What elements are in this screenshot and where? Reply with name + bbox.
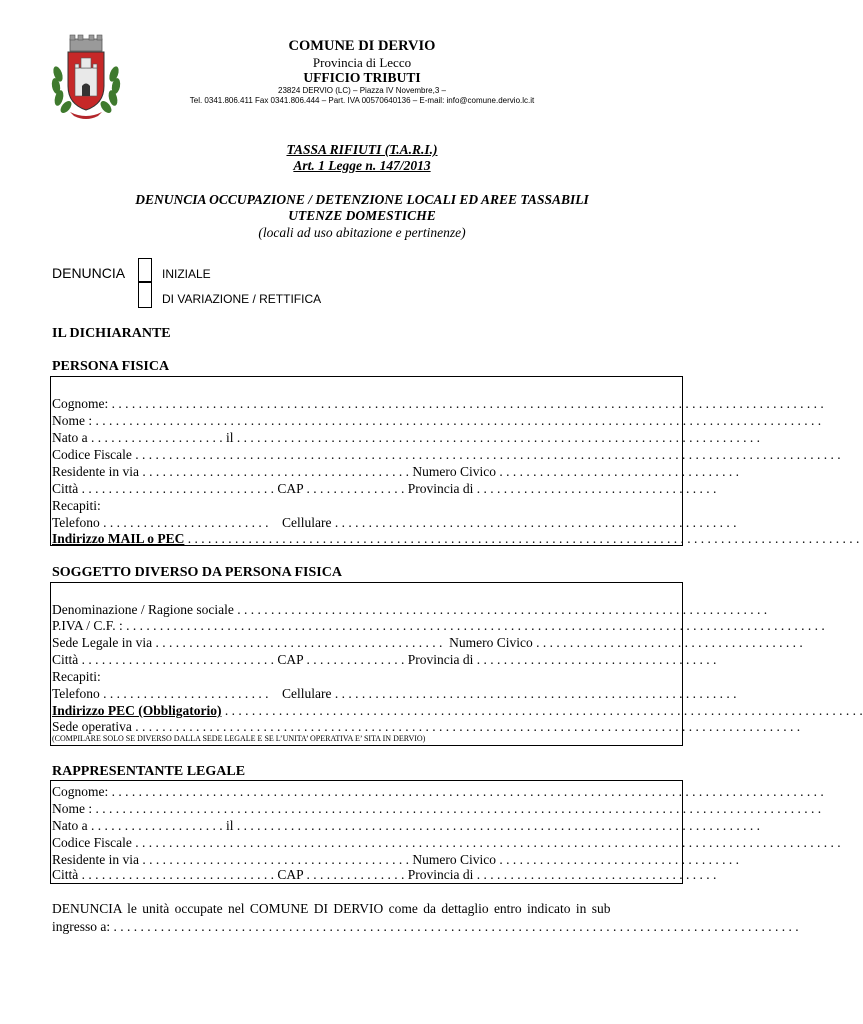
contacts-text: Tel. 0341.806.411 Fax 0341.806.444 – Part. IVA 00570640136 – E-mail: info@comune.dervio.lc.it: [189, 96, 535, 105]
sd-pec-row[interactable]: Indirizzo PEC (Obbligatorio) . . . . . . . . . . . . . . . . . . . . . . . . . . . . . . . . . . . . . . . . . . . . . . . . . . . . . . . . . . . . . . . . . . . . . . . . . . . . . . . . . . . . . . . . . . . . . . .: [52, 703, 863, 718]
tassa-title: TASSA RIFIUTI (T.A.R.I.): [286, 142, 438, 157]
provincia-text: Provincia di Lecco: [312, 55, 412, 70]
legge-title: Art. 1 Legge n. 147/2013: [293, 158, 431, 173]
rl-cognome-row[interactable]: Cognome: . . . . . . . . . . . . . . . . . . . . . . . . . . . . . . . . . . . . . . . . . . . . . . . . . . . . . . . . . . . . . . . . . . . . . . . . . . . . . . . . . . . . . . . . . . . . . . . . . . . . . . . . . .: [52, 784, 824, 799]
rl-residente-row[interactable]: Residente in via . . . . . . . . . . . . . . . . . . . . . . . . . . . . . . . . . . . . . . . . Numero Civico . . . . . . . . . . . . . . . . . . . . . . . . . . . . . . . . . . . .: [52, 852, 739, 867]
sd-nota: (COMPILARE SOLO SE DIVERSO DALLA SEDE LEGALE E SE L’UNITA’ OPERATIVA E’ SITA IN DERVIO): [52, 734, 426, 743]
option-variazione-label: DI VARIAZIONE / RETTIFICA: [162, 292, 322, 306]
rl-nato-row[interactable]: Nato a . . . . . . . . . . . . . . . . . . . . il . . . . . . . . . . . . . . . . . . . . . . . . . . . . . . . . . . . . . . . . . . . . . . . . . . . . . . . . . . . . . . . . . . . . . . . . . . . . . .: [52, 818, 760, 833]
checkbox-iniziale[interactable]: [138, 258, 152, 282]
sd-denominazione-row[interactable]: Denominazione / Ragione sociale . . . . . . . . . . . . . . . . . . . . . . . . . . . . . . . . . . . . . . . . . . . . . . . . . . . . . . . . . . . . . . . . . . . . . . . . . . . . . . .: [52, 602, 768, 617]
sd-piva-row[interactable]: P.IVA / C.F. : . . . . . . . . . . . . . . . . . . . . . . . . . . . . . . . . . . . . . . . . . . . . . . . . . . . . . . . . . . . . . . . . . . . . . . . . . . . . . . . . . . . . . . . . . . . . . . . . . . . . . . . .: [52, 618, 825, 633]
pf-mail-row[interactable]: Indirizzo MAIL o PEC . . . . . . . . . . . . . . . . . . . . . . . . . . . . . . . . . . . . . . . . . . . . . . . . . . . . . . . . . . . . . . . . . . . . . . . . . . . . . . . . . . . . . . . . . . . . . . . . . . . .: [52, 531, 860, 546]
soggetto-diverso-heading: SOGGETTO DIVERSO DA PERSONA FISICA: [52, 565, 342, 580]
option-iniziale-label: INIZIALE: [162, 267, 211, 281]
pf-residente-row[interactable]: Residente in via . . . . . . . . . . . . . . . . . . . . . . . . . . . . . . . . . . . . . . . . Numero Civico . . . . . . . . . . . . . . . . . . . . . . . . . . . . . . . . . . . .: [52, 464, 739, 479]
address-text: 23824 DERVIO (LC) – Piazza IV Novembre,3 –: [278, 86, 446, 95]
pf-citta-row[interactable]: Città . . . . . . . . . . . . . . . . . . . . . . . . . . . . . CAP . . . . . . . . . . . . . . . Provincia di . . . . . . . . . . . . . . . . . . . . . . . . . . . . . . . . . . . .: [52, 481, 717, 496]
sd-citta-row[interactable]: Città . . . . . . . . . . . . . . . . . . . . . . . . . . . . . CAP . . . . . . . . . . . . . . . Provincia di . . . . . . . . . . . . . . . . . . . . . . . . . . . . . . . . . . . .: [52, 652, 717, 667]
rappresentante-heading: RAPPRESENTANTE LEGALE: [52, 764, 246, 779]
sd-sede-operativa-row[interactable]: Sede operativa . . . . . . . . . . . . . . . . . . . . . . . . . . . . . . . . . . . . . . . . . . . . . . . . . . . . . . . . . . . . . . . . . . . . . . . . . . . . . . . . . . . . . . . . . . . . . . . . . . .: [52, 719, 801, 734]
ufficio-title: UFFICIO TRIBUTI: [303, 70, 421, 85]
pf-cf-row[interactable]: Codice Fiscale . . . . . . . . . . . . . . . . . . . . . . . . . . . . . . . . . . . . . . . . . . . . . . . . . . . . . . . . . . . . . . . . . . . . . . . . . . . . . . . . . . . . . . . . . . . . . . . . . . . . . . . . .: [52, 447, 841, 462]
checkbox-variazione[interactable]: [138, 282, 152, 308]
pf-nato-row[interactable]: Nato a . . . . . . . . . . . . . . . . . . . . il . . . . . . . . . . . . . . . . . . . . . . . . . . . . . . . . . . . . . . . . . . . . . . . . . . . . . . . . . . . . . . . . . . . . . . . . . . . . . .: [52, 430, 760, 445]
denuncia-title: DENUNCIA OCCUPAZIONE / DETENZIONE LOCALI ED AREE TASSABILI: [135, 192, 589, 207]
denuncia-label: DENUNCIA: [52, 265, 126, 281]
utenze-title: UTENZE DOMESTICHE: [288, 208, 436, 223]
dichiarante-heading: IL DICHIARANTE: [52, 326, 171, 341]
rl-nome-row[interactable]: Nome : . . . . . . . . . . . . . . . . . . . . . . . . . . . . . . . . . . . . . . . . . . . . . . . . . . . . . . . . . . . . . . . . . . . . . . . . . . . . . . . . . . . . . . . . . . . . . . . . . . . . . . . . . . . .: [52, 801, 822, 816]
pf-recapiti-label: Recapiti:: [52, 498, 101, 513]
rl-cf-row[interactable]: Codice Fiscale . . . . . . . . . . . . . . . . . . . . . . . . . . . . . . . . . . . . . . . . . . . . . . . . . . . . . . . . . . . . . . . . . . . . . . . . . . . . . . . . . . . . . . . . . . . . . . . . . . . . . . . . .: [52, 835, 841, 850]
ente-title: COMUNE DI DERVIO: [288, 38, 436, 54]
locali-subtitle: (locali ad uso abitazione e pertinenze): [258, 225, 466, 240]
footer-text-line1: DENUNCIA le unità occupate nel COMUNE DI DERVIO come da dettaglio entro indicato in sub: [52, 901, 611, 916]
sd-recapiti-label: Recapiti:: [52, 669, 101, 684]
pf-nome-row[interactable]: Nome : . . . . . . . . . . . . . . . . . . . . . . . . . . . . . . . . . . . . . . . . . . . . . . . . . . . . . . . . . . . . . . . . . . . . . . . . . . . . . . . . . . . . . . . . . . . . . . . . . . . . . . . . . . . .: [52, 413, 822, 428]
persona-fisica-heading: PERSONA FISICA: [52, 359, 170, 374]
rl-citta-row[interactable]: Città . . . . . . . . . . . . . . . . . . . . . . . . . . . . . CAP . . . . . . . . . . . . . . . Provincia di . . . . . . . . . . . . . . . . . . . . . . . . . . . . . . . . . . . .: [52, 867, 717, 882]
footer-text-line2[interactable]: ingresso a: . . . . . . . . . . . . . . . . . . . . . . . . . . . . . . . . . . . . . . . . . . . . . . . . . . . . . . . . . . . . . . . . . . . . . . . . . . . . . . . . . . . . . . . . . . . . . . . . . . . . . .: [52, 919, 799, 934]
sd-sede-legale-row[interactable]: Sede Legale in via . . . . . . . . . . . . . . . . . . . . . . . . . . . . . . . . . . . . . . . . . . . Numero Civico . . . . . . . . . . . . . . . . . . . . . . . . . . . . . . . . . . . . . . . .: [52, 635, 803, 650]
sd-telefono-row[interactable]: Telefono . . . . . . . . . . . . . . . . . . . . . . . . . Cellulare . . . . . . . . . . . . . . . . . . . . . . . . . . . . . . . . . . . . . . . . . . . . . . . . . . . . . . . . . . . .: [52, 686, 737, 701]
pf-cognome-row[interactable]: Cognome: . . . . . . . . . . . . . . . . . . . . . . . . . . . . . . . . . . . . . . . . . . . . . . . . . . . . . . . . . . . . . . . . . . . . . . . . . . . . . . . . . . . . . . . . . . . . . . . . . . . . . . . . . .: [52, 396, 824, 411]
pf-telefono-row[interactable]: Telefono . . . . . . . . . . . . . . . . . . . . . . . . . Cellulare . . . . . . . . . . . . . . . . . . . . . . . . . . . . . . . . . . . . . . . . . . . . . . . . . . . . . . . . . . . .: [52, 515, 737, 530]
